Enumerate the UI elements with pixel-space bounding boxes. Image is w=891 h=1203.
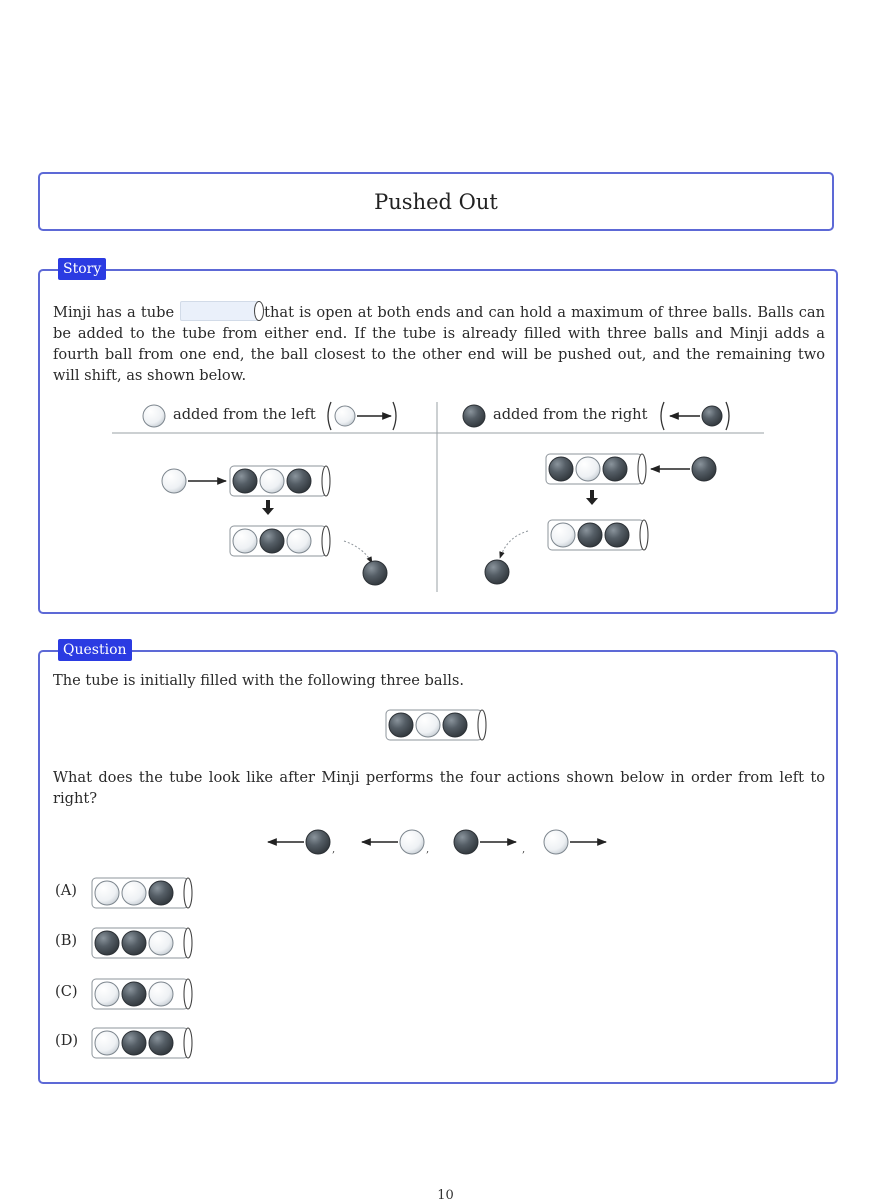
action-separator: , <box>426 844 430 855</box>
option-b-tube-ball-dark <box>95 931 119 955</box>
right-before-tube-ball-white <box>576 457 600 481</box>
question-prompt: What does the tube look like after Minji performs the four actions shown below in order from left to right? <box>53 769 825 807</box>
right-caption: added from the right <box>493 406 648 423</box>
left-pushed-ball <box>363 561 387 585</box>
left-before-tube-end <box>322 466 330 496</box>
left-caption-icon-close-paren <box>393 402 396 430</box>
option-b-tube-end <box>184 928 192 958</box>
left-before-tube-ball-white <box>260 469 284 493</box>
option-b-tube-ball-dark <box>122 931 146 955</box>
option-d-tube-end <box>184 1028 192 1058</box>
left-before-tube-ball-dark <box>233 469 257 493</box>
right-after-tube-ball-dark <box>578 523 602 547</box>
left-after-tube-ball-dark <box>260 529 284 553</box>
option-a-label[interactable]: (A) <box>55 882 77 899</box>
left-caption-ball <box>143 405 165 427</box>
right-caption-icon-ball <box>702 406 722 426</box>
story-text-start: Minji has a tube <box>53 304 175 321</box>
action-separator: , <box>522 844 526 855</box>
right-down-arrow-icon <box>586 490 598 505</box>
left-down-arrow-icon <box>262 500 274 515</box>
action-separator: , <box>332 844 336 855</box>
right-caption-icon-close-paren <box>726 402 729 430</box>
left-after-tube-ball-white <box>233 529 257 553</box>
story-text-first-line: that is open at both ends and can hold a maximum of three balls. Balls <box>264 304 794 321</box>
action-1-ball <box>306 830 330 854</box>
action-4-ball <box>544 830 568 854</box>
option-d-tube-ball-white <box>95 1031 119 1055</box>
option-c-tube-ball-white <box>95 982 119 1006</box>
right-after-tube-ball-dark <box>605 523 629 547</box>
left-after-tube-end <box>322 526 330 556</box>
question-intro: The tube is initially filled with the following three balls. <box>53 672 465 689</box>
action-2-ball <box>400 830 424 854</box>
left-before-tube-ball-dark <box>287 469 311 493</box>
option-a-tube-ball-dark <box>149 881 173 905</box>
option-d-tube-ball-dark <box>122 1031 146 1055</box>
option-d-label[interactable]: (D) <box>55 1032 79 1049</box>
right-before-tube-ball-dark <box>549 457 573 481</box>
left-caption-icon-ball <box>335 406 355 426</box>
option-b-label[interactable]: (B) <box>55 932 78 949</box>
initial-tube-ball-dark <box>389 713 413 737</box>
right-after-tube-ball-white <box>551 523 575 547</box>
initial-tube-end <box>478 710 486 740</box>
question-tag: Question <box>58 639 132 661</box>
initial-tube-ball-white <box>416 713 440 737</box>
option-c-tube-ball-white <box>149 982 173 1006</box>
action-3-ball <box>454 830 478 854</box>
option-c-tube-end <box>184 979 192 1009</box>
right-push-arrow-icon <box>500 531 528 558</box>
left-caption: added from the left <box>173 406 316 423</box>
option-a-tube-ball-white <box>122 881 146 905</box>
story-text-continued: can be added to the tube from either end. If the tube is already filled with three balls and Minji adds a fourth ball from one end, the ball closest to the other end will be pushed out, and the remaining two will shift, as shown below. <box>53 304 825 384</box>
option-b-tube-ball-white <box>149 931 173 955</box>
right-pushed-ball <box>485 560 509 584</box>
left-push-arrow-icon <box>344 541 372 563</box>
option-d-tube-ball-dark <box>149 1031 173 1055</box>
right-before-tube-end <box>638 454 646 484</box>
right-before-tube-ball-dark <box>603 457 627 481</box>
page-number: 10 <box>437 1188 454 1203</box>
left-after-tube-ball-white <box>287 529 311 553</box>
left-added-ball <box>162 469 186 493</box>
initial-tube-ball-dark <box>443 713 467 737</box>
option-a-tube-end <box>184 878 192 908</box>
page-title: Pushed Out <box>374 189 498 214</box>
option-c-label[interactable]: (C) <box>55 983 78 1000</box>
right-caption-icon-open-paren <box>661 402 664 430</box>
option-a-tube-ball-white <box>95 881 119 905</box>
right-added-ball <box>692 457 716 481</box>
story-tag: Story <box>58 258 106 280</box>
right-after-tube-end <box>640 520 648 550</box>
option-c-tube-ball-dark <box>122 982 146 1006</box>
right-caption-ball <box>463 405 485 427</box>
left-caption-icon-open-paren <box>328 402 331 430</box>
